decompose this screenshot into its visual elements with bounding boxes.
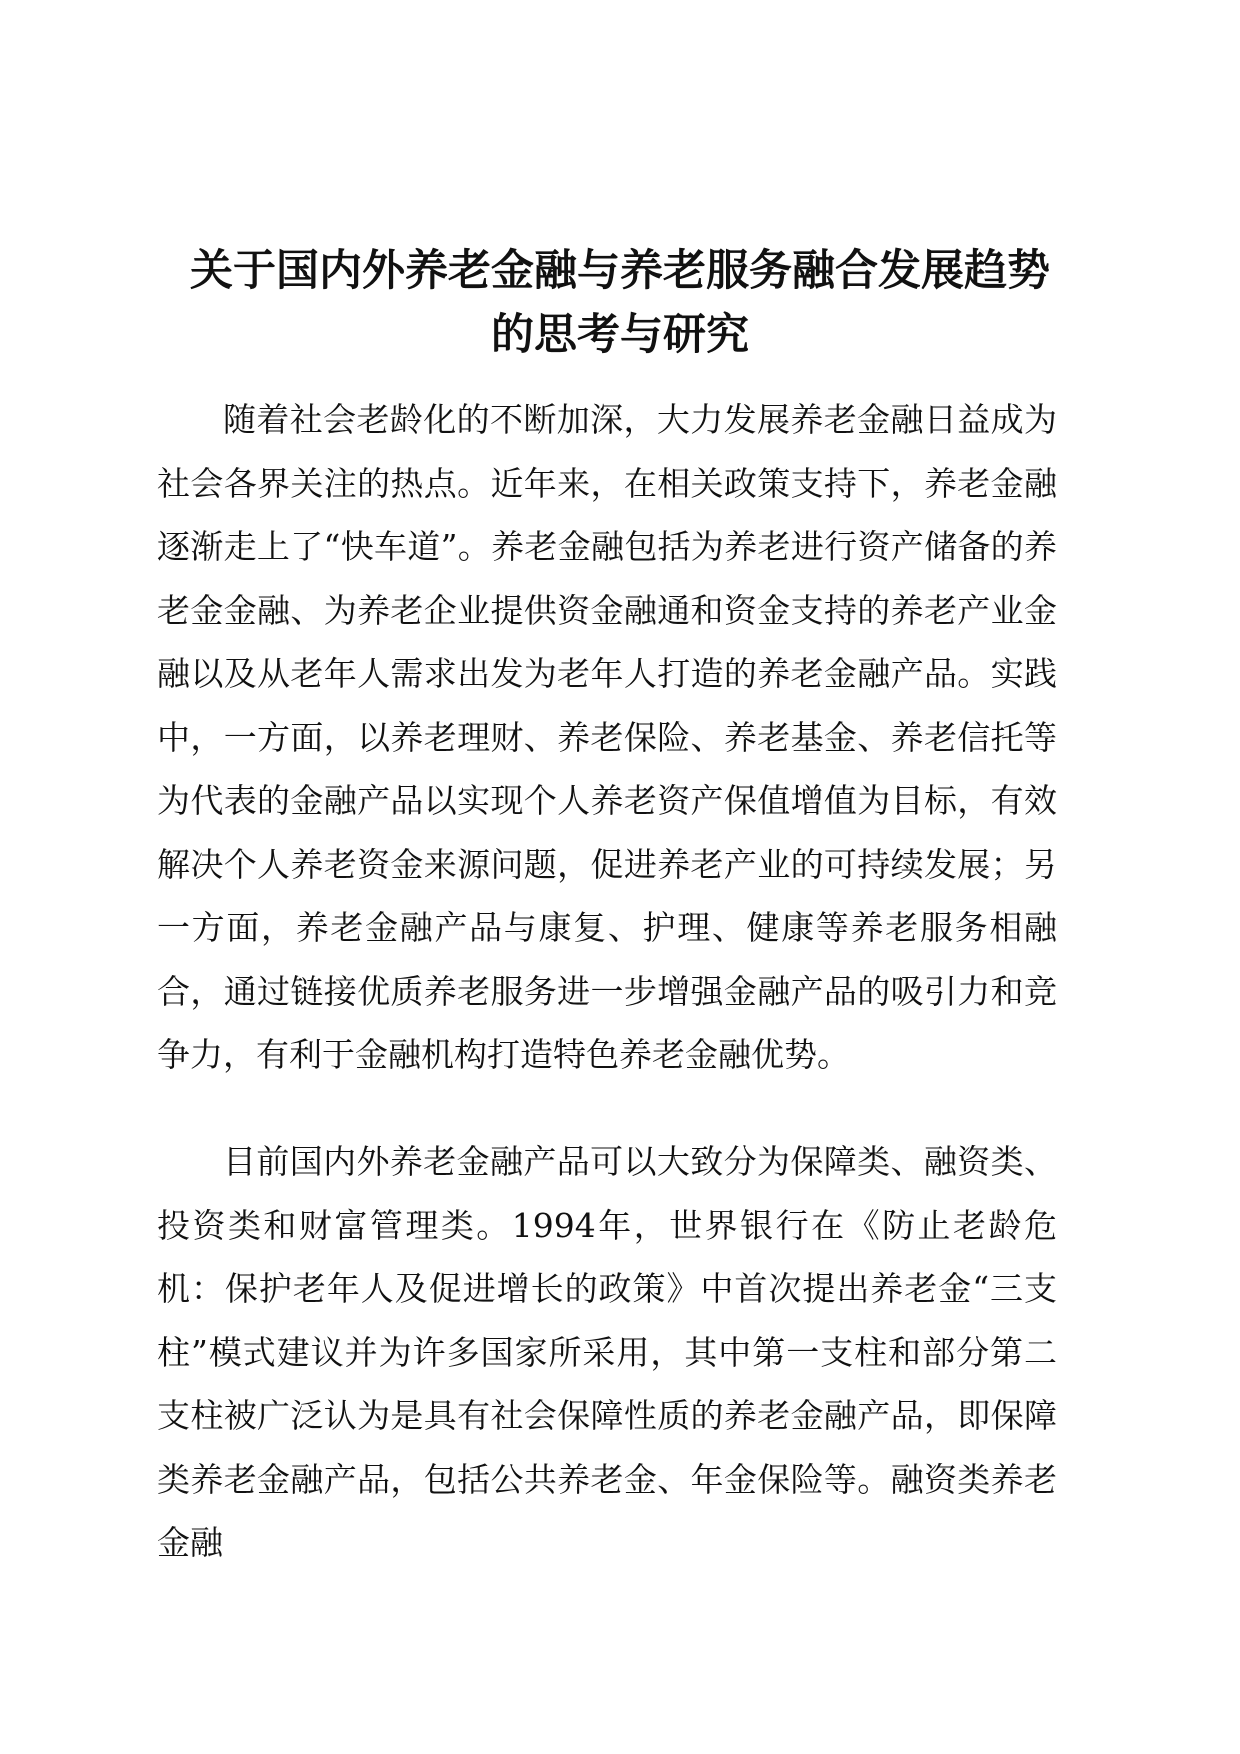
document-title-line-2: 的思考与研究 — [491, 310, 749, 360]
body-paragraph-2: 目前国内外养老金融产品可以大致分为保障类、融资类、投资类和财富管理类。1994年，世界银行在《防止老龄危机：保护老年人及促进增长的政策》中首次提出养老金“三支柱”模式建议并为许多国家所采用，其中第一支柱和部分第二支柱被广泛认为是具有社会保障性质的养老金融产品，即保障类养老金融产品，包括公共养老金、年金保险等。融资类养老金融 — [157, 1142, 1057, 1562]
document-title-line-1: 关于国内外养老金融与养老服务融合发展趋势 — [190, 246, 1050, 296]
body-paragraph-1: 随着社会老龄化的不断加深，大力发展养老金融日益成为社会各界关注的热点。近年来，在相关政策支持下，养老金融逐渐走上了“快车道”。养老金融包括为养老进行资产储备的养老金金融、为养老企业提供资金融通和资金支持的养老产业金融以及从老年人需求出发为老年人打造的养老金融产品。实践中，一方面，以养老理财、养老保险、养老基金、养老信托等为代表的金融产品以实现个人养老资产保值增值为目标，有效解决个人养老资金来源问题，促进养老产业的可持续发展；另一方面，养老金融产品与康复、护理、健康等养老服务相融合，通过链接优质养老服务进一步增强金融产品的吸引力和竞争力，有利于金融机构打造特色养老金融优势。 — [157, 400, 1057, 1074]
